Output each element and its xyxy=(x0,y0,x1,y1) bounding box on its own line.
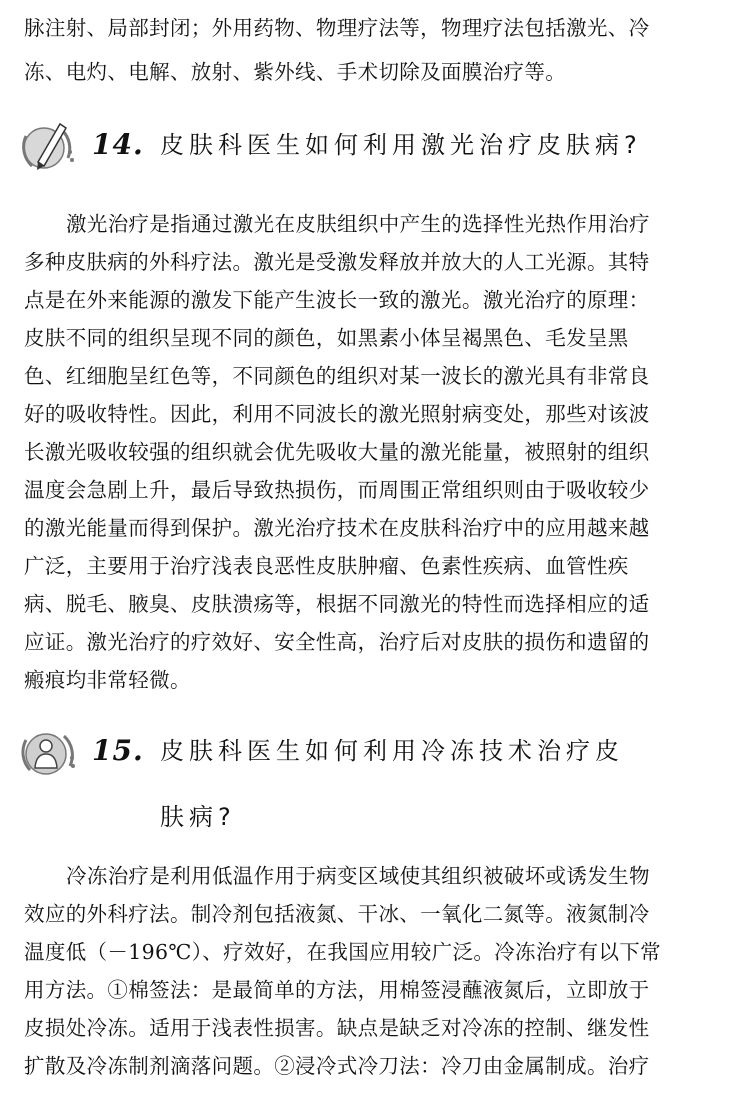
paragraph-line: 多种皮肤病的外科疗法。激光是受激发释放并放大的人工光源。其特 xyxy=(24,250,650,274)
paragraph-line: 温度低（－196℃）、疗效好，在我国应用较广泛。冷冻治疗有以下常 xyxy=(24,940,662,964)
section-number: 15. xyxy=(92,734,144,767)
paragraph-line: 广泛，主要用于治疗浅表良恶性皮肤肿瘤、色素性疾病、血管性疾 xyxy=(24,554,629,578)
paragraph-line: 病、脱毛、腋臭、皮肤溃疡等，根据不同激光的特性而选择相应的适 xyxy=(24,592,650,616)
paragraph-line: 温度会急剧上升，最后导致热损伤，而周围正常组织则由于吸收较少 xyxy=(24,478,650,502)
section-number: 14. xyxy=(92,128,144,161)
paragraph-line: 长激光吸收较强的组织就会优先吸收大量的激光能量，被照射的组织 xyxy=(24,440,650,464)
paragraph-line: 应证。激光治疗的疗效好、安全性高，治疗后对皮肤的损伤和遗留的 xyxy=(24,630,650,654)
paragraph-line: 用方法。①棉签法：是最简单的方法，用棉签浸蘸液氮后，立即放于 xyxy=(24,978,650,1002)
section-title: 皮肤科医生如何利用激光治疗皮肤病? xyxy=(160,131,642,159)
paragraph-line: 冷冻治疗是利用低温作用于病变区域使其组织被破坏或诱发生物 xyxy=(66,864,650,888)
section-15-heading xyxy=(18,724,718,844)
paragraph-line: 效应的外科疗法。制冷剂包括液氮、干冰、一氧化二氮等。液氮制冷 xyxy=(24,902,650,926)
paragraph-line: 脉注射、局部封闭；外用药物、物理疗法等，物理疗法包括激光、冷 xyxy=(24,16,650,40)
person-circle-icon xyxy=(18,724,78,784)
paragraph-line: 皮损处冷冻。适用于浅表性损害。缺点是缺乏对冷冻的控制、继发性 xyxy=(24,1016,650,1040)
section-title: 皮肤科医生如何利用冷冻技术治疗皮 xyxy=(160,737,624,765)
paragraph-line: 的激光能量而得到保护。激光治疗技术在皮肤科治疗中的应用越来越 xyxy=(24,516,650,540)
section-title-continued: 肤病? xyxy=(160,803,236,831)
paragraph-line: 点是在外来能源的激发下能产生波长一致的激光。激光治疗的原理： xyxy=(24,288,650,312)
section-14-heading xyxy=(18,118,718,188)
paragraph-line: 冻、电灼、电解、放射、紫外线、手术切除及面膜治疗等。 xyxy=(24,60,567,84)
paragraph-line: 好的吸收特性。因此，利用不同波长的激光照射病变处，那些对该波 xyxy=(24,402,650,426)
paragraph-line: 皮肤不同的组织呈现不同的颜色，如黑素小体呈褐黑色、毛发呈黑 xyxy=(24,326,629,350)
pen-circle-icon xyxy=(18,118,78,178)
paragraph-line: 激光治疗是指通过激光在皮肤组织中产生的选择性光热作用治疗 xyxy=(66,212,650,236)
paragraph-line: 瘢痕均非常轻微。 xyxy=(24,668,191,692)
paragraph-line: 色、红细胞呈红色等，不同颜色的组织对某一波长的激光具有非常良 xyxy=(24,364,650,388)
paragraph-line: 扩散及冷冻制剂滴落问题。②浸冷式冷刀法：冷刀由金属制成。治疗 xyxy=(24,1054,650,1078)
